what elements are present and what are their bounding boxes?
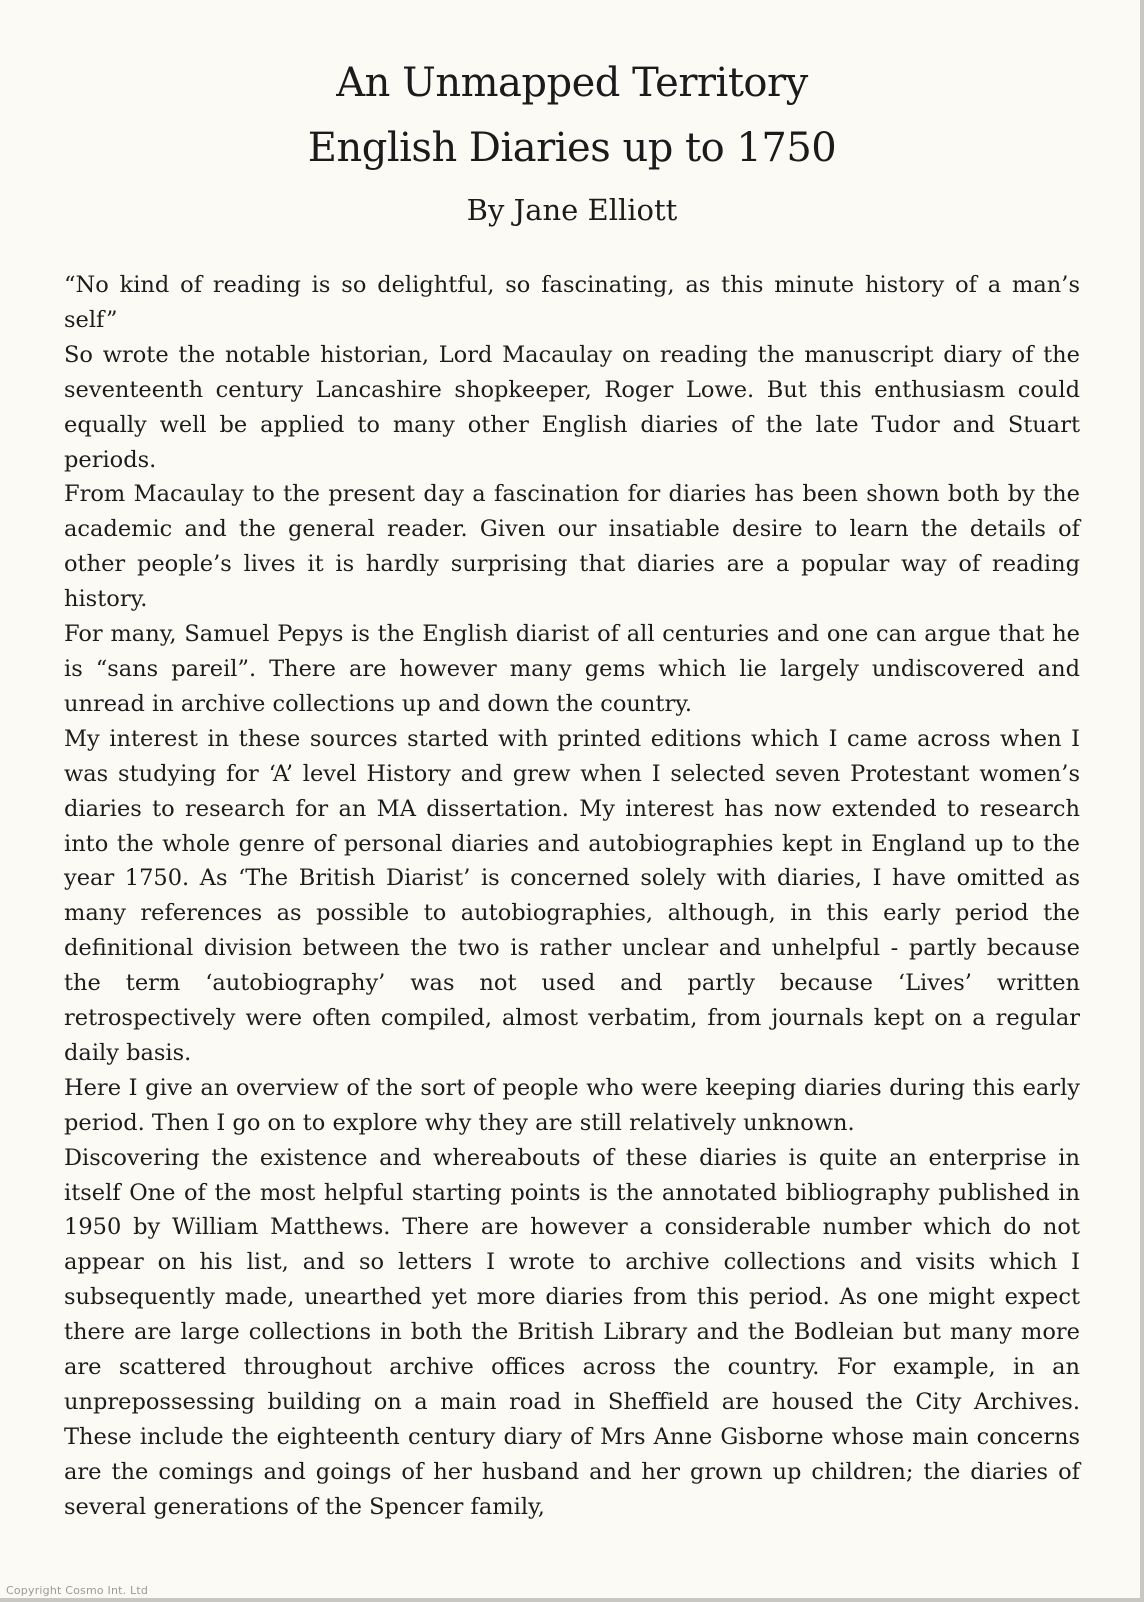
paragraph: So wrote the notable historian, Lord Macaulay on reading the manuscript diary of the seventeenth century Lancashire shopkeeper, Roger Lowe. But this enthusiasm could equally well be applied to many other English diaries of the late Tudor and Stuart periods. [64, 341, 1080, 473]
paragraph: Here I give an overview of the sort of people who were keeping diaries during this early period. Then I go on to explore why they are still relatively unknown. [64, 1074, 1080, 1136]
article-title-line-1: An Unmapped Territory [336, 60, 808, 106]
article-body [64, 268, 1080, 1525]
paragraph: For many, Samuel Pepys is the English diarist of all centuries and one can argue that he is “sans pareil”. There are however many gems which lie largely undiscovered and unread in archive collections up and down the country. [64, 621, 1080, 717]
paragraph: My interest in these sources started with printed editions which I came across when I was studying for ‘A’ level History and grew when I selected seven Protestant women’s diaries to research for an MA dissertation. My interest has now extended to research into the whole genre of personal diaries and autobiographies kept in England up to the year 1750. As ‘The British Diarist’ is concerned solely with diaries, I have omitted as many references as possible to autobiographies, although, in this early period the definitional division between the two is rather unclear and unhelpful - partly because the term ‘autobiography’ was not used and partly because ‘Lives’ written retrospectively were often compiled, almost verbatim, from journals kept on a regular daily basis. [64, 725, 1080, 1066]
copyright-notice: Copyright Cosmo Int. Ltd [6, 1584, 149, 1597]
paragraph: Discovering the existence and whereabouts of these diaries is quite an enterprise in itself One of the most helpful starting points is the annotated bibliography published in 1950 by William Matthews. There are however a considerable number which do not appear on his list, and so letters I wrote to archive collections and visits which I subsequently made, unearthed yet more diaries from this period. As one might expect there are large collections in both the British Library and the Bodleian but many more are scattered throughout archive offices across the country. For example, in an unprepossessing building on a main road in Sheffield are housed the City Archives. These include the eighteenth century diary of Mrs Anne Gisborne whose main concerns are the comings and goings of her husband and her grown up children; the diaries of several generations of the Spencer family, [64, 1144, 1080, 1520]
paragraph-quote: “No kind of reading is so delightful, so fascinating, as this minute history of a man’s self” [64, 272, 1080, 333]
article-title-line-2: English Diaries up to 1750 [307, 125, 837, 171]
article-byline: By Jane Elliott [466, 193, 678, 227]
paragraph: From Macaulay to the present day a fascination for diaries has been shown both by the academic and the general reader. Given our insatiable desire to learn the details of other people’s lives it is hardly surprising that diaries are a popular way of reading history. [64, 481, 1080, 613]
